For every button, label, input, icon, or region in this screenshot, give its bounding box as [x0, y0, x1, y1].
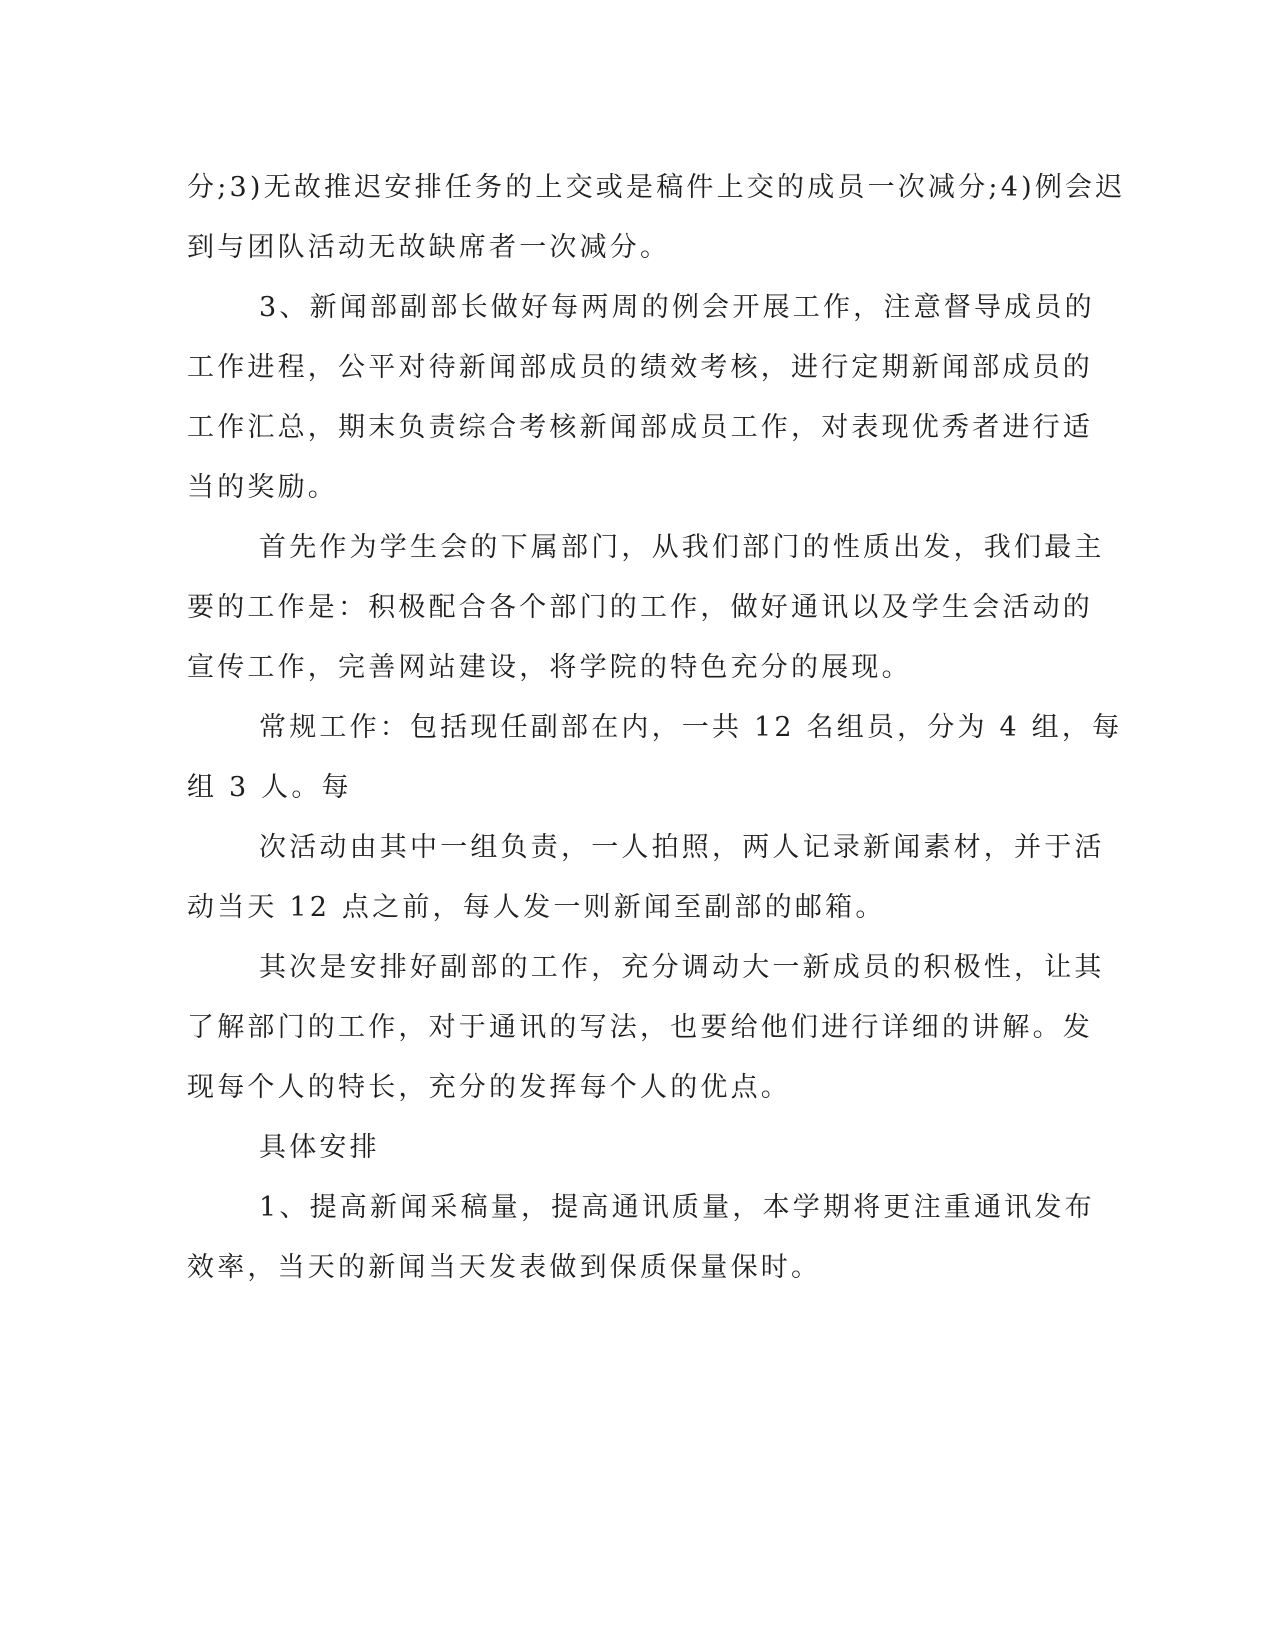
text-line: 宣传工作，完善网站建设，将学院的特色充分的展现。 [187, 652, 912, 683]
text-line: 工作进程，公平对待新闻部成员的绩效考核，进行定期新闻部成员的 [187, 352, 1093, 383]
text-line: 常规工作：包括现任副部在内，一共 12 名组员，分为 4 组，每 [259, 712, 1123, 743]
document-body [187, 158, 1126, 1298]
text-line: 动当天 12 点之前，每人发一则新闻至副部的邮箱。 [187, 892, 886, 923]
text-line: 工作汇总，期末负责综合考核新闻部成员工作，对表现优秀者进行适 [187, 412, 1093, 443]
text-line: 首先作为学生会的下属部门，从我们部门的性质出发，我们最主 [259, 532, 1105, 563]
text-line: 组 3 人。每 [187, 772, 352, 803]
text-line: 到与团队活动无故缺席者一次减分。 [187, 232, 671, 263]
text-line: 次活动由其中一组负责，一人拍照，两人记录新闻素材，并于活 [259, 832, 1105, 863]
text-line: 当的奖励。 [187, 472, 338, 503]
text-line: 其次是安排好副部的工作，充分调动大一新成员的积极性，让其 [259, 952, 1105, 983]
text-line: 分;3)无故推迟安排任务的上交或是稿件上交的成员一次减分;4)例会迟 [187, 172, 1126, 203]
text-line: 现每个人的特长，充分的发挥每个人的优点。 [187, 1072, 791, 1103]
text-line: 了解部门的工作，对于通讯的写法，也要给他们进行详细的讲解。发 [187, 1012, 1093, 1043]
text-line: 效率，当天的新闻当天发表做到保质保量保时。 [187, 1252, 822, 1283]
text-line: 1、提高新闻采稿量，提高通讯质量，本学期将更注重通讯发布 [259, 1192, 1095, 1223]
text-line: 3、新闻部副部长做好每两周的例会开展工作，注意督导成员的 [259, 292, 1095, 323]
text-line: 具体安排 [259, 1132, 380, 1163]
text-line: 要的工作是：积极配合各个部门的工作，做好通讯以及学生会活动的 [187, 592, 1093, 623]
